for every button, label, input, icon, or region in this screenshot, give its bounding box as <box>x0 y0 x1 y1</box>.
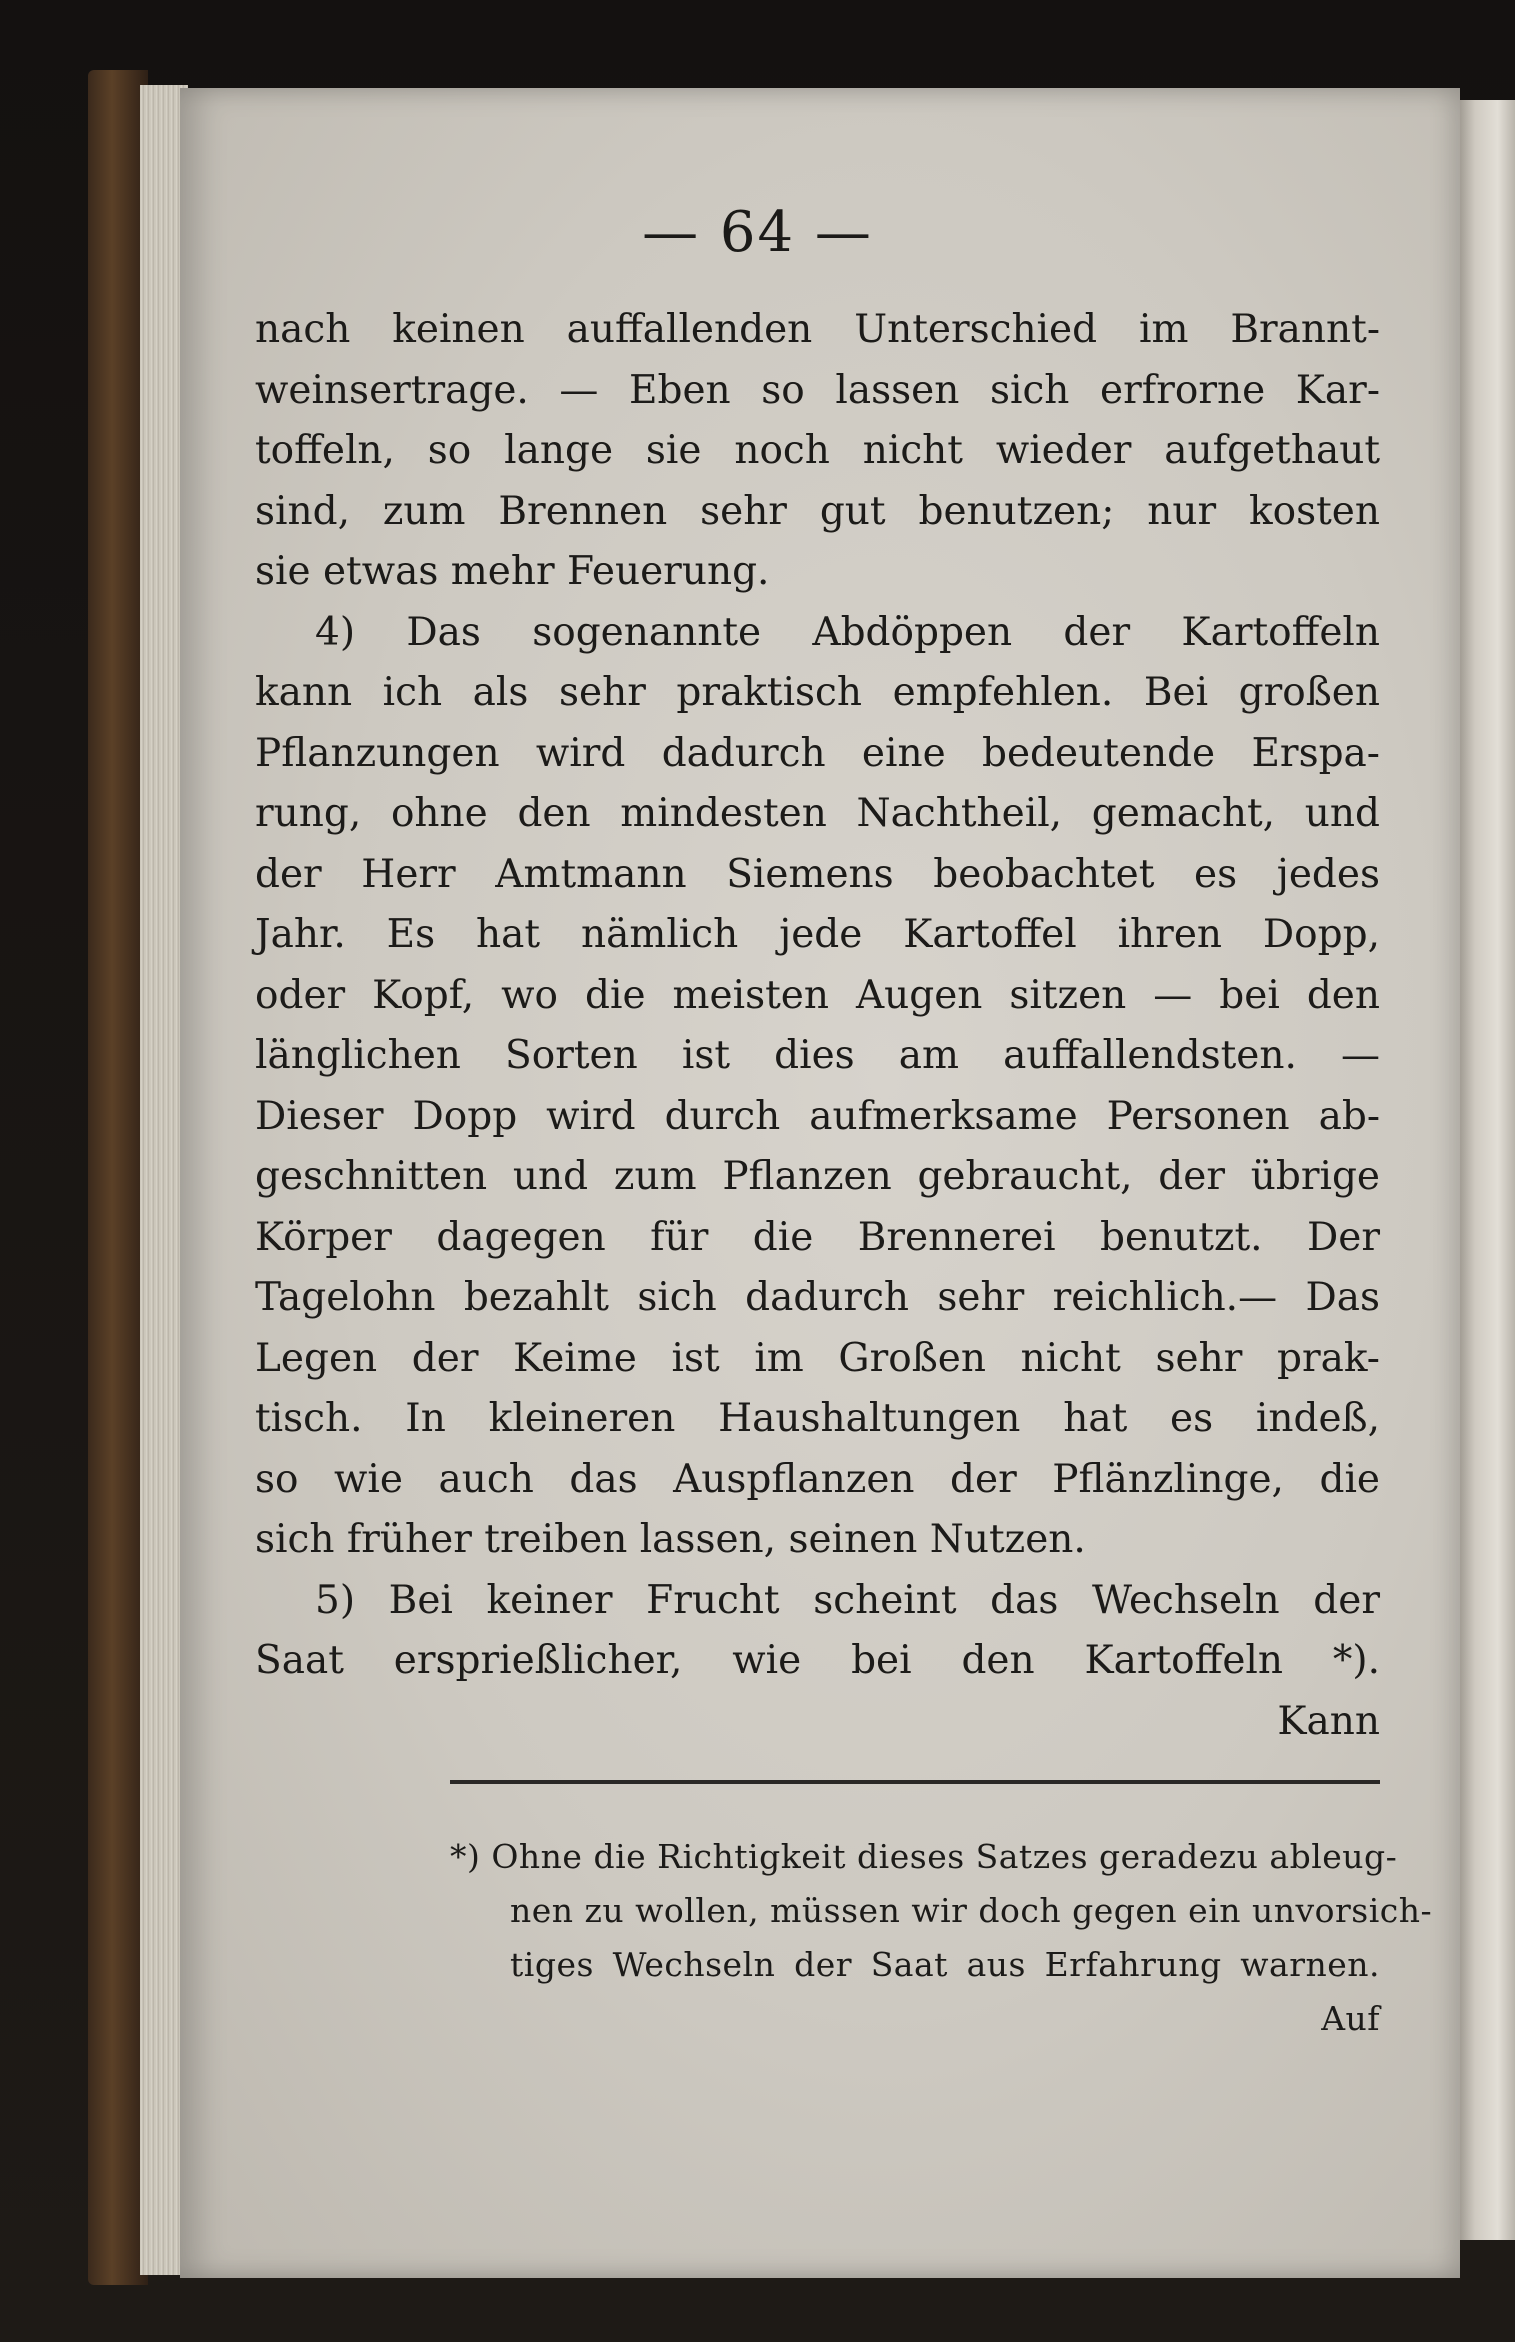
book-cover-spine <box>88 70 148 2285</box>
page-number: — 64 — <box>642 200 873 265</box>
catchword: Kann <box>1277 1698 1380 1744</box>
text-line: oder Kopf, wo die meisten Augen sitzen — bei den <box>255 972 1380 1018</box>
text-line: Pflanzungen wird dadurch eine bedeutende Erspa- <box>255 730 1380 776</box>
text-line: der Herr Amtmann Siemens beobachtet es jedes <box>255 851 1380 897</box>
text-line: kann ich als sehr praktisch empfehlen. Bei großen <box>255 670 1380 715</box>
body-text <box>255 300 1380 1752</box>
text-line: sind, zum Brennen sehr gut benutzen; nur kosten <box>255 488 1380 534</box>
text-line: 5) Bei keiner Frucht scheint das Wechseln der <box>315 1577 1380 1623</box>
text-line: rung, ohne den mindesten Nachtheil, gemacht, und <box>255 791 1380 836</box>
footnote-rule <box>450 1780 1380 1784</box>
text-line: weinsertrage. — Eben so lassen sich erfrorne Kar- <box>255 367 1380 413</box>
text-line: sich früher treiben lassen, seinen Nutzen. <box>255 1517 1086 1562</box>
text-line: Legen der Keime ist im Großen nicht sehr prak- <box>255 1335 1380 1381</box>
text-line: tisch. In kleineren Haushaltungen hat es indeß, <box>255 1396 1380 1441</box>
text-line: Dieser Dopp wird durch aufmerksame Personen ab- <box>255 1093 1380 1139</box>
text-line: nach keinen auffallenden Unterschied im Brannt- <box>255 307 1380 352</box>
text-line: Jahr. Es hat nämlich jede Kartoffel ihren Dopp, <box>255 912 1380 957</box>
footnote-line: nen zu wollen, müssen wir doch gegen ein unvorsich- <box>510 1891 1433 1930</box>
text-line: so wie auch das Auspflanzen der Pflänzlinge, die <box>255 1456 1380 1502</box>
footnote-catchword: Auf <box>1321 1999 1380 2038</box>
footnote-line: *) Ohne die Richtigkeit dieses Satzes geradezu ableug- <box>450 1837 1398 1876</box>
text-line: 4) Das sogenannte Abdöppen der Kartoffeln <box>315 609 1380 655</box>
text-line: Saat ersprießlicher, wie bei den Kartoffeln *). <box>255 1638 1380 1683</box>
footnote <box>450 1830 1433 2046</box>
text-line: sie etwas mehr Feuerung. <box>255 549 770 594</box>
page-edges-right <box>1458 100 1515 2240</box>
text-line: länglichen Sorten ist dies am auffallendsten. — <box>255 1033 1380 1078</box>
text-line: toffeln, so lange sie noch nicht wieder aufgethaut <box>255 428 1380 473</box>
footnote-line: tiges Wechseln der Saat aus Erfahrung warnen. <box>510 1945 1380 1984</box>
text-line: geschnitten und zum Pflanzen gebraucht, der übrige <box>255 1154 1380 1199</box>
text-line: Tagelohn bezahlt sich dadurch sehr reichlich.— Das <box>255 1275 1380 1320</box>
text-line: Körper dagegen für die Brennerei benutzt. Der <box>255 1214 1380 1260</box>
